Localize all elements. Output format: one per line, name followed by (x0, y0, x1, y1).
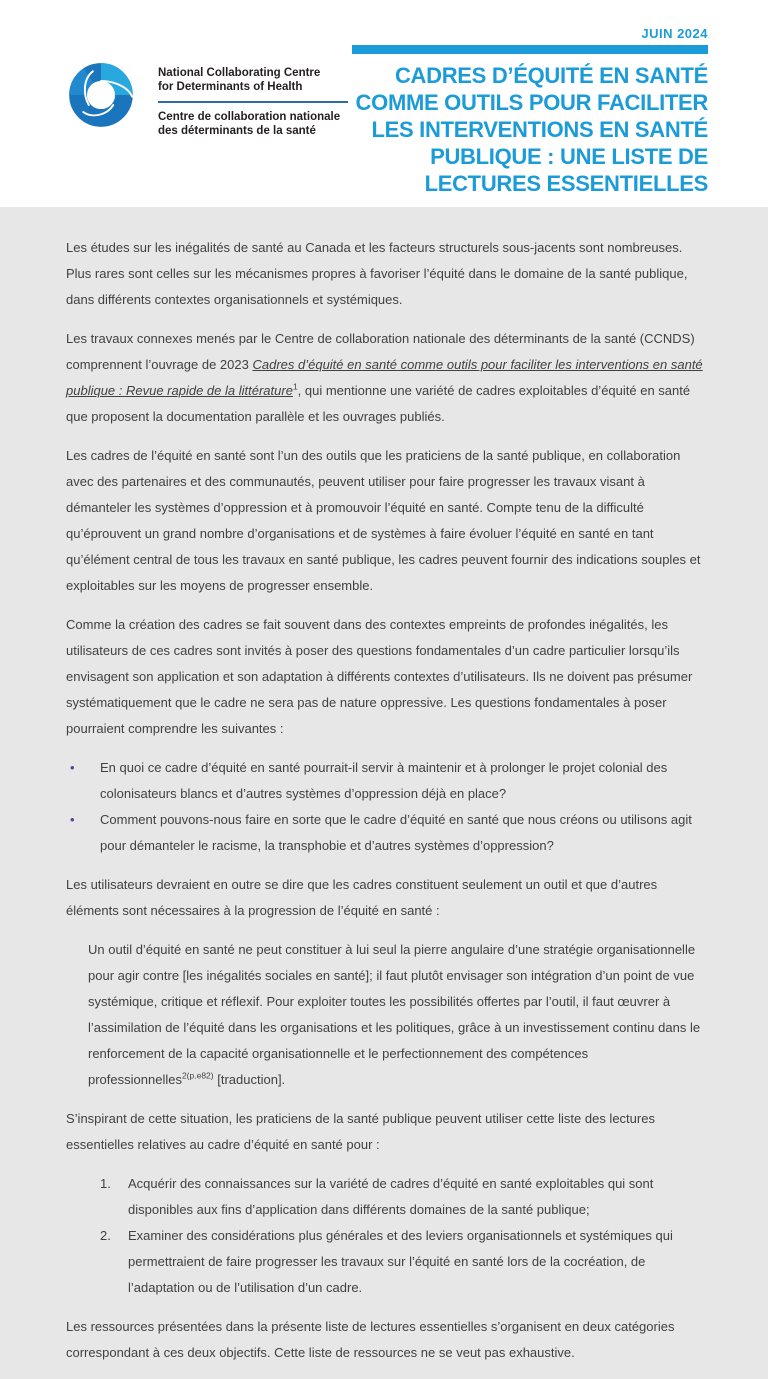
org-name-en-line2: for Determinants of Health (158, 81, 303, 93)
list-item (66, 1223, 706, 1301)
page-title: LES INTERVENTIONS EN SANTÉ (371, 117, 708, 142)
page-title: CADRES D’ÉQUITÉ EN SANTÉ (394, 63, 708, 88)
question-2-text: Comment pouvons-nous faire en sorte que le cadre d’équité en santé que nous créons ou utilisons agit pour démanteler le racisme, la transphobie et d’autres systèmes d’oppression? (100, 812, 692, 853)
objective-2-number: 2. (100, 1228, 111, 1243)
document-body (0, 207, 768, 1379)
paragraph-ccnds-text: Les travaux connexes menés par le Centre de collaboration nationale des déterminants de la santé (CCNDS) comprennent l’ouvrage de 2023 (66, 331, 695, 372)
swirl-ring-logo-icon (64, 58, 138, 132)
paragraph-objectives-lead: S’inspirant de cette situation, les praticiens de la santé publique peuvent utiliser cette liste des lectures essentielles relatives au cadre d’équité en santé pour : (66, 1111, 655, 1152)
objective-1-number: 1. (100, 1176, 111, 1191)
question-1-text: En quoi ce cadre d’équité en santé pourrait-il servir à maintenir et à prolonger le projet colonial des colonisateurs blancs et d’autres systèmes d’oppression déjà en place? (100, 760, 668, 801)
paragraph-closing: Les ressources présentées dans la présente liste de lectures essentielles s’organisent en deux catégories correspondant à ces deux objectifs. Cette liste de ressources ne se veut pas exhaustive. (66, 1319, 675, 1360)
paragraph-ccnds-text-end: , qui mentionne une variété de cadres exploitables d’équité en santé que proposent la documentation parallèle et les ouvrages publiés. (66, 383, 691, 424)
issue-date: JUIN 2024 (641, 26, 708, 41)
organization-name (158, 58, 348, 138)
objective-2-text: Examiner des considérations plus générales et des leviers organisationnels et systémiques qui permettraient de faire progresser les travaux sur l’équité en santé lors de la cocréation, de l’adaptation ou de l’utilisation d’un cadre. (128, 1228, 673, 1295)
list-item (66, 807, 706, 859)
org-name-en-line1: National Collaborating Centre (158, 67, 321, 79)
page-title: COMME OUTILS POUR FACILITER (355, 90, 708, 115)
paragraph-ccnds (66, 326, 706, 430)
paragraph-questions-lead: Comme la création des cadres se fait souvent dans des contextes empreints de profondes inégalités, les utilisateurs de ces cadres sont invités à poser des questions fondamentales d’un cadre particulier lorsqu’ils envisagent son application et son adaptation à différents contextes d’utilisateurs. Ils ne doivent pas présumer systématiquement que le cadre ne sera pas de nature oppressive. Les questions fondamentales à poser pourraient comprendre les suivantes : (66, 617, 693, 736)
logo-divider-line (158, 101, 348, 103)
list-item (66, 1171, 706, 1223)
org-name-fr-line1: Centre de collaboration nationale (158, 111, 341, 123)
quote-text: Un outil d’équité en santé ne peut constituer à lui seul la pierre angulaire d’une stratégie organisationnelle pour agir contre [les inégalités sociales en santé]; il faut plutôt envisager son intégration d’un point de vue systémique, critique et réflexif. Pour exploiter toutes les possibilités offertes par l’outil, il faut œuvrer à l’assimilation de l’équité dans les organisations et les politiques, grâce à un investissement continu dans le renforcement de la capacité organisationnelle et le perfectionnement des compétences professionnelles (88, 942, 701, 1087)
list-item (66, 755, 706, 807)
blockquote (66, 937, 706, 1093)
objective-1-text: Acquérir des connaissances sur la variété de cadres d’équité en santé exploitables qui sont disponibles aux fins d’application dans différents domaines de la santé publique; (128, 1176, 654, 1217)
page-title: LECTURES ESSENTIELLES (424, 171, 708, 196)
paragraph-users-note: Les utilisateurs devraient en outre se dire que les cadres constituent seulement un outil et que d’autres éléments sont nécessaires à la progression de l’équité en santé : (66, 877, 658, 918)
page-title: PUBLIQUE : UNE LISTE DE (430, 144, 708, 169)
paragraph-intro: Les études sur les inégalités de santé au Canada et les facteurs structurels sous-jacents sont nombreuses. Plus rares sont celles sur les mécanismes propres à favoriser l’équité dans le domaine de la santé publique, dans différents contextes organisationnels et systémiques. (66, 240, 688, 307)
title-accent-bar (352, 45, 708, 54)
objectives-list (66, 1171, 706, 1301)
document-title-block (352, 45, 708, 197)
organization-logo (64, 58, 348, 138)
bullet-icon: • (70, 760, 75, 775)
reference-1-superscript: 1 (292, 381, 298, 392)
reference-2-superscript: 2(p.e82) (181, 1070, 214, 1081)
questions-list (66, 755, 706, 859)
org-name-fr-line2: des déterminants de la santé (158, 125, 316, 137)
report-link-text: Cadres d’équité en santé comme outils pour faciliter les interventions en santé publique : Revue rapide de la littérature (66, 357, 703, 398)
bullet-icon: • (70, 812, 75, 827)
paragraph-frameworks: Les cadres de l’équité en santé sont l’un des outils que les praticiens de la santé publique, en collaboration avec des partenaires et des communautés, peuvent utiliser pour faire progresser les travaux visant à démanteler les systèmes d’oppression et à promouvoir l’équité en santé. Compte tenu de la difficulté qu’éprouvent un grand nombre d’organisations et de systèmes à faire évoluer l’équité en santé en tant qu’élément central de tous les travaux en santé publique, les cadres peuvent fournir des indications souples et exploitables sur les moyens de progresser ensemble. (66, 448, 701, 593)
page-header (0, 0, 768, 207)
quote-translation-note: [traduction]. (213, 1072, 286, 1087)
